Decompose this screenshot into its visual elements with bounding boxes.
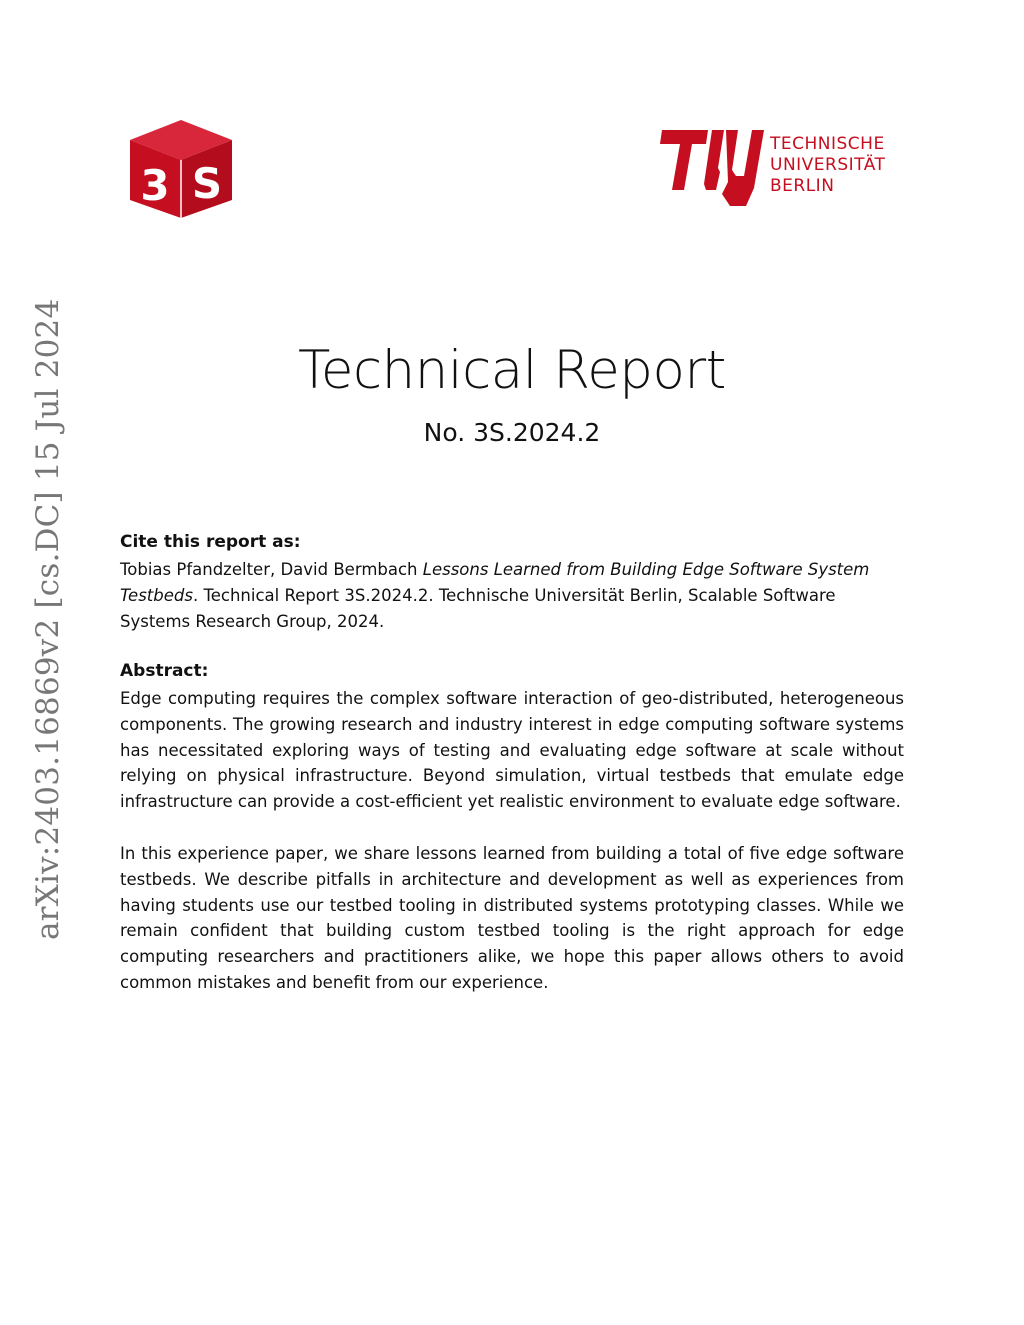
report-number: No. 3S.2024.2: [423, 418, 601, 447]
cite-heading: Cite this report as:: [120, 532, 301, 552]
citation-paper-title: Lessons Learned from Building Edge Software System Testbeds: [120, 560, 870, 605]
abstract-heading: Abstract:: [120, 661, 209, 681]
citation-details: . Technical Report 3S.2024.2. Technische Universität Berlin, Scalable Software Systems Research Group, 2024.: [120, 585, 836, 631]
citation-text: [120, 557, 904, 634]
3s-logo: [128, 118, 234, 220]
citation-authors: Tobias Pfandzelter, David Bermbach: [120, 560, 423, 579]
arxiv-identifier: arXiv:2403.16869v2 [cs.DC] 15 Jul 2024: [30, 298, 66, 940]
tu-wordmark-line-3: BERLIN: [770, 176, 835, 196]
abstract-paragraph-1: Edge computing requires the complex software interaction of geo-distributed, heterogeneous components. The growing research and industry interest in edge computing software systems has necessitated exploring ways of testing and evaluating edge software at scale without relying on physical infrastructure. Beyond simulation, virtual testbeds that emulate edge infrastructure can provide a cost-efficient yet realistic environment to evaluate edge software.: [120, 689, 904, 812]
3s-logo-digit: 3: [140, 161, 170, 210]
3s-logo-letter: S: [191, 159, 223, 208]
page-title: Technical Report: [298, 340, 726, 401]
tu-berlin-wordmark: [770, 134, 885, 197]
abstract-paragraph-2: In this experience paper, we share lessons learned from building a total of five edge software testbeds. We describe pitfalls in architecture and development as well as experiences from having students use our testbed tooling in distributed systems prototyping classes. While we remain confident that building custom testbed tooling is the right approach for edge computing researchers and practitioners alike, we hope this paper allows others to avoid common mistakes and benefit from our experience.: [120, 844, 904, 992]
tu-wordmark-line-2: UNIVERSITÄT: [770, 155, 886, 175]
tu-wordmark-line-1: TECHNISCHE: [770, 134, 885, 154]
